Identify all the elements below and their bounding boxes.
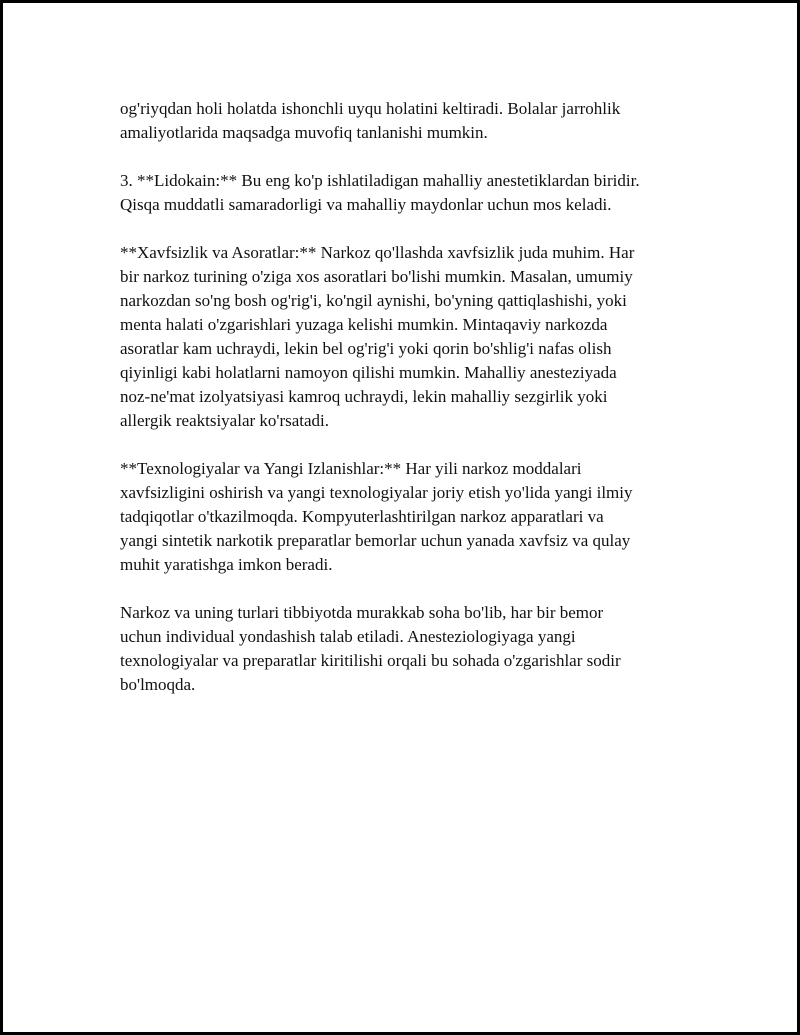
paragraph-technologies-research: **Texnologiyalar va Yangi Izlanishlar:** Har yili narkoz moddalari xavfsizligini oshirish va yangi texnologiyalar joriy etish yo'lida yangi ilmiy tadqiqotlar o'tkazilmoqda. Kompyuterlashtirilgan narkoz apparatlari va yangi sintetik narkotik preparatlar bemorlar uchun yanada xavfsiz va qulay muhit yaratishga imkon beradi. [120, 459, 633, 574]
paragraph-safety-complications: **Xavfsizlik va Asoratlar:** Narkoz qo'llashda xavfsizlik juda muhim. Har bir narkoz turining o'ziga xos asoratlari bo'lishi mumkin. Masalan, umumiy narkozdan so'ng bosh og'rig'i, ko'ngil aynishi, bo'yning qattiqlashishi, yoki menta halati o'zgarishlari yuzaga kelishi mumkin. Mintaqaviy narkozda asoratlar kam uchraydi, lekin bel og'rig'i yoki qorin bo'shlig'i nafas olish qiyinligi kabi holatlarni namoyon qilishi mumkin. Mahalliy anesteziyada noz-ne'mat izolyatsiyasi kamroq uchraydi, lekin mahalliy sezgirlik yoki allergik reaktsiyalar ko'rsatadi. [120, 243, 635, 430]
paragraph-intro-continuation: og'riyqdan holi holatda ishonchli uyqu holatini keltiradi. Bolalar jarrohlik amaliyotlarida maqsadga muvofiq tanlanishi mumkin. [120, 99, 621, 142]
paragraph-lidokain: 3. **Lidokain:** Bu eng ko'p ishlatiladigan mahalliy anestetiklardan biridir. Qisqa muddatli samaradorligi va mahalliy maydonlar uchun mos keladi. [120, 171, 640, 214]
paragraph-conclusion: Narkoz va uning turlari tibbiyotda murakkab soha bo'lib, har bir bemor uchun individual yondashish talab etiladi. Anesteziologiyaga yangi texnologiyalar va preparatlar kiritilishi orqali bu sohada o'zgarishlar sodir bo'lmoqda. [120, 603, 621, 694]
document-body [120, 97, 700, 721]
